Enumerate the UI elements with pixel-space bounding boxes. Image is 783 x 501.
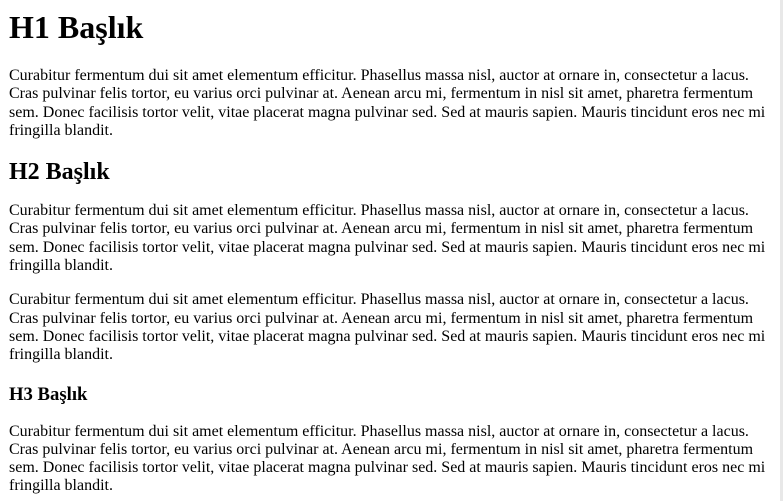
heading-3: H3 Başlık bbox=[9, 383, 88, 405]
heading-2: H2 Başlık bbox=[9, 159, 110, 186]
document-body bbox=[0, 9, 769, 496]
paragraph-3: Curabitur fermentum dui sit amet elementum efficitur. Phasellus massa nisl, auctor at ornare in, consectetur a lacus. Cras pulvinar felis tortor, eu varius orci pulvinar at. Aenean arcu mi, fermentum in nisl sit amet, pharetra fermentum sem. Donec facilisis tortor velit, vitae placerat magna pulvinar sed. Sed at mauris sapien. Mauris tincidunt eros nec mi fringilla blandit. bbox=[9, 291, 766, 364]
heading-1: H1 Başlık bbox=[9, 9, 144, 45]
spacer bbox=[9, 46, 769, 67]
spacer bbox=[9, 365, 769, 384]
spacer bbox=[9, 275, 769, 291]
paragraph-4: Curabitur fermentum dui sit amet elementum efficitur. Phasellus massa nisl, auctor at ornare in, consectetur a lacus. Cras pulvinar felis tortor, eu varius orci pulvinar at. Aenean arcu mi, fermentum in nisl sit amet, pharetra fermentum sem. Donec facilisis tortor velit, vitae placerat magna pulvinar sed. Sed at mauris sapien. Mauris tincidunt eros nec mi fringilla blandit. bbox=[9, 422, 766, 495]
spacer bbox=[9, 406, 769, 423]
paragraph-1: Curabitur fermentum dui sit amet elementum efficitur. Phasellus massa nisl, auctor at ornare in, consectetur a lacus. Cras pulvinar felis tortor, eu varius orci pulvinar at. Aenean arcu mi, fermentum in nisl sit amet, pharetra fermentum sem. Donec facilisis tortor velit, vitae placerat magna pulvinar sed. Sed at mauris sapien. Mauris tincidunt eros nec mi fringilla blandit. bbox=[9, 67, 766, 139]
spacer bbox=[9, 186, 769, 202]
spacer bbox=[9, 140, 769, 158]
paragraph-2: Curabitur fermentum dui sit amet elementum efficitur. Phasellus massa nisl, auctor at ornare in, consectetur a lacus. Cras pulvinar felis tortor, eu varius orci pulvinar at. Aenean arcu mi, fermentum in nisl sit amet, pharetra fermentum sem. Donec facilisis tortor velit, vitae placerat magna pulvinar sed. Sed at mauris sapien. Mauris tincidunt eros nec mi fringilla blandit. bbox=[9, 202, 766, 275]
